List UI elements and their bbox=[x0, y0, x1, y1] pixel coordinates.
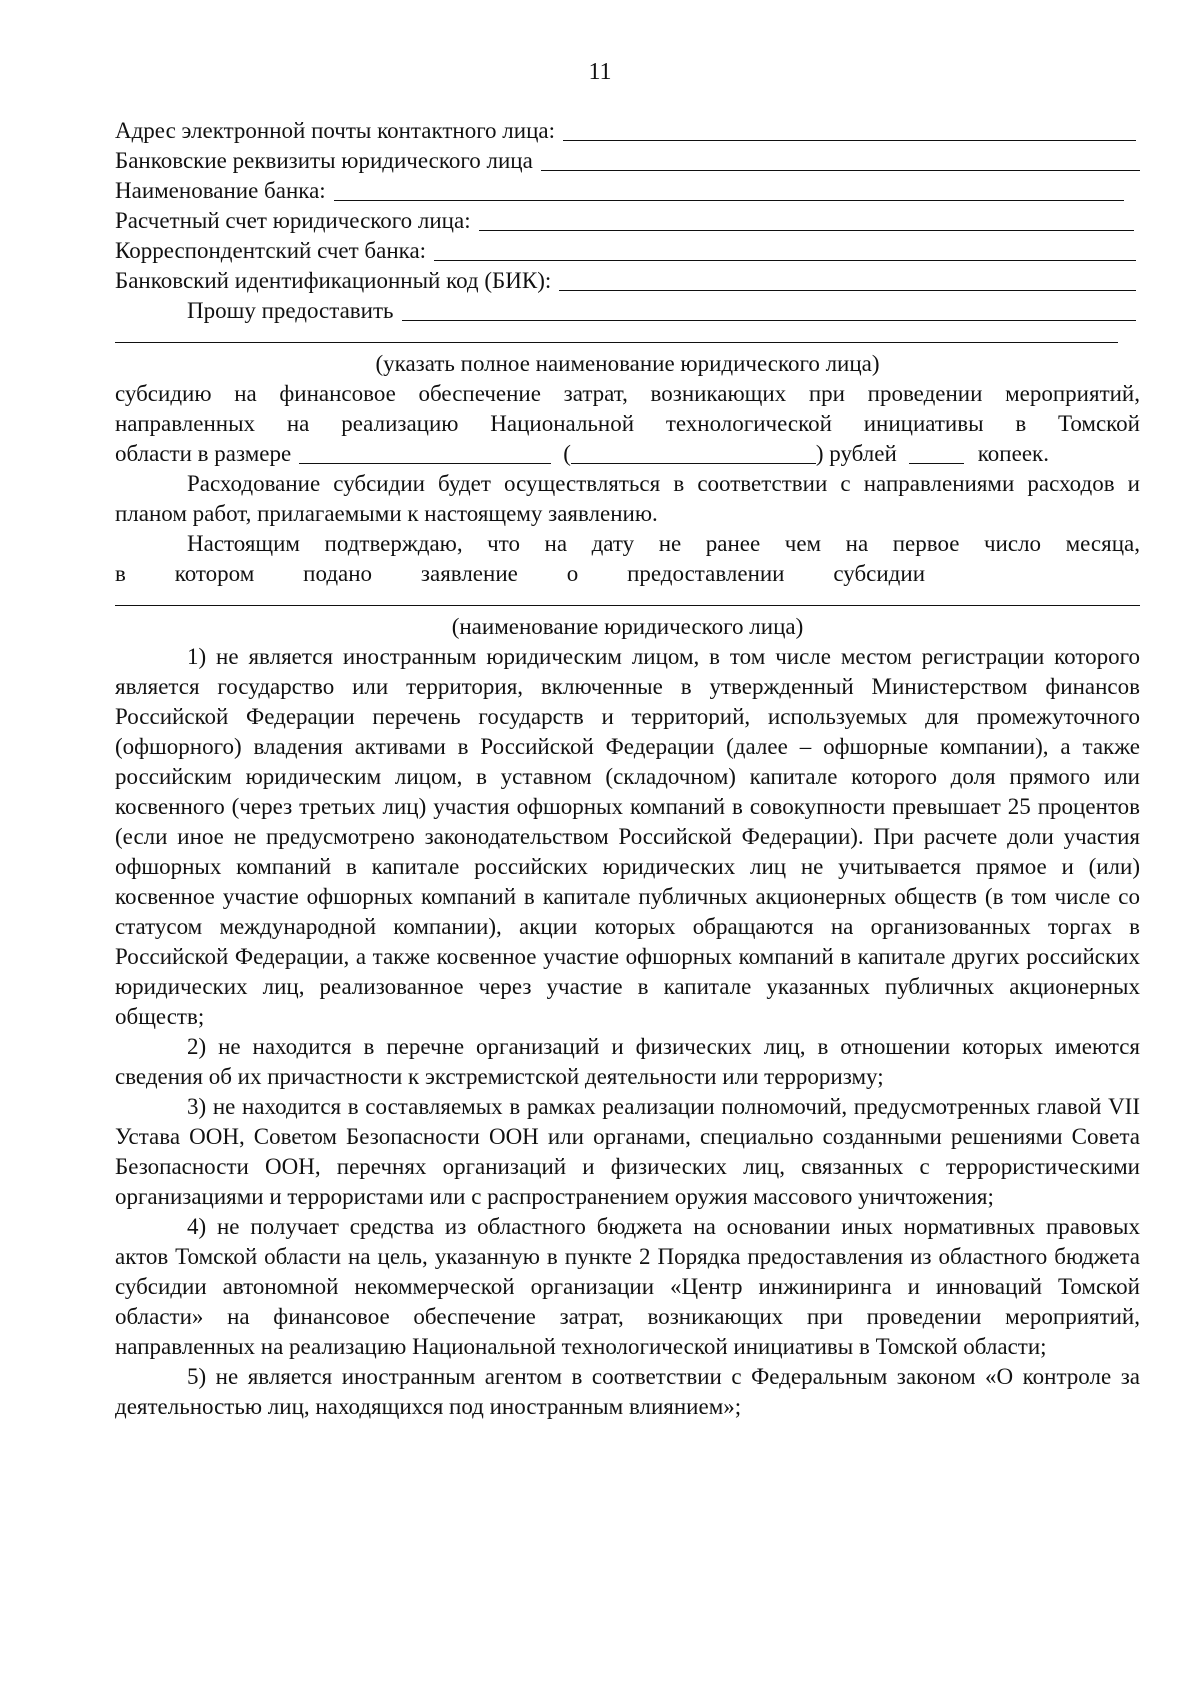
page-number: 11 bbox=[588, 59, 612, 85]
amount-open-paren: ( bbox=[563, 441, 571, 466]
amount-digits-blank[interactable] bbox=[299, 462, 551, 464]
bik-field-row bbox=[115, 266, 1140, 296]
request-field-blank[interactable] bbox=[402, 319, 1136, 321]
confirm-line-2: в котором подано заявление о предоставлении субсидии bbox=[115, 561, 925, 586]
list-item-5: 5) не является иностранным агентом в соответствии с Федеральным законом «О контроле за деятельностью лиц, находящихся под иностранным влиянием»; bbox=[115, 1364, 1140, 1419]
amount-kopecks-label: копеек. bbox=[977, 441, 1049, 466]
list-item-1: 1) не является иностранным юридическим лицом, в том числе местом регистрации которого является государство или территория, включенные в утвержденный Министерством финансов Российской Федерации перечень государств и территорий, используемых для промежуточного (офшорного) владения активами в Российской Федерации (далее – офшорные компании), а также российским юридическим лицом, в уставном (складочном) капитале которого доля прямого или косвенного (через третьих лиц) участия офшорных компаний в совокупности превышает 25 процентов (если иное не предусмотрено законодательством Российской Федерации). При расчете доли участия офшорных компаний в капитале российских юридических лиц не учитывается прямое и (или) косвенное участие офшорных компаний в капитале публичных акционерных обществ (в том числе со статусом международной компании), акции которых обращаются на организованных торгах в Российской Федерации, а также косвенное участие офшорных компаний в капитале других российских юридических лиц, реализованное через участие в капитале указанных публичных акционерных обществ; bbox=[115, 644, 1140, 1029]
settlement-account-field-label: Расчетный счет юридического лица: bbox=[115, 208, 471, 233]
document-body bbox=[115, 116, 1140, 1422]
amount-prefix: области в размере bbox=[115, 441, 292, 466]
amount-row bbox=[115, 439, 1140, 469]
spending-paragraph: Расходование субсидии будет осуществляться в соответствии с направлениями расходов и планом работ, прилагаемыми к настоящему заявлению. bbox=[115, 471, 1140, 526]
settlement-account-field-blank[interactable] bbox=[479, 229, 1134, 231]
request-field-label: Прошу предоставить bbox=[187, 298, 394, 323]
bank-name-field-label: Наименование банка: bbox=[115, 178, 326, 203]
list-item-4: 4) не получает средства из областного бюджета на основании иных нормативных правовых актов Томской области на цель, указанную в пункте 2 Порядка предоставления из областного бюджета субсидии автономной некоммерческой организации «Центр инжиниринга и инноваций Томской области» на финансовое обеспечение затрат, возникающих при проведении мероприятий, направленных на реализацию Национальной технологической инициативы в Томской области; bbox=[115, 1214, 1140, 1359]
amount-rub-label: ) рублей bbox=[815, 441, 897, 466]
bik-field-blank[interactable] bbox=[559, 289, 1136, 291]
bank-details-field-label: Банковские реквизиты юридического лица bbox=[115, 148, 533, 173]
email-field-blank[interactable] bbox=[563, 139, 1136, 141]
amount-kopecks-blank[interactable] bbox=[909, 462, 964, 464]
correspondent-account-field-blank[interactable] bbox=[434, 259, 1136, 261]
entity-full-name-caption: (указать полное наименование юридического лица) bbox=[375, 351, 880, 376]
bik-field-label: Банковский идентификационный код (БИК): bbox=[115, 268, 552, 293]
entity-name-caption: (наименование юридического лица) bbox=[451, 614, 804, 639]
bank-details-field-row bbox=[115, 146, 1140, 176]
subsidy-paragraph: субсидию на финансовое обеспечение затрат, возникающих при проведении мероприятий, направленных на реализацию Национальной технологической инициативы в Томской bbox=[115, 381, 1140, 436]
list-item-2: 2) не находится в перечне организаций и физических лиц, в отношении которых имеются сведения об их причастности к экстремистской деятельности или терроризму; bbox=[115, 1034, 1140, 1089]
email-field-label: Адрес электронной почты контактного лица: bbox=[115, 118, 555, 143]
bank-details-field-blank[interactable] bbox=[541, 169, 1140, 171]
confirm-line-1: Настоящим подтверждаю, что на дату не ранее чем на первое число месяца, bbox=[187, 531, 1140, 556]
entity-name-blank[interactable] bbox=[115, 589, 1140, 606]
amount-words-blank[interactable] bbox=[571, 462, 816, 464]
correspondent-account-field-label: Корреспондентский счет банка: bbox=[115, 238, 427, 263]
bank-name-field-blank[interactable] bbox=[334, 199, 1124, 201]
entity-full-name-blank[interactable] bbox=[115, 326, 1118, 343]
list-item-3: 3) не находится в составляемых в рамках реализации полномочий, предусмотренных главой VII Устава ООН, Советом Безопасности ООН или органами, специально созданными решениями Совета Безопасности ООН, перечнях организаций и физических лиц, связанных с террористическими организациями и террористами или с распространением оружия массового уничтожения; bbox=[115, 1094, 1140, 1209]
email-field-row bbox=[115, 116, 1140, 146]
correspondent-account-field-row bbox=[115, 236, 1140, 266]
settlement-account-field-row bbox=[115, 206, 1140, 236]
bank-name-field-row bbox=[115, 176, 1140, 206]
request-field-row bbox=[115, 296, 1140, 326]
